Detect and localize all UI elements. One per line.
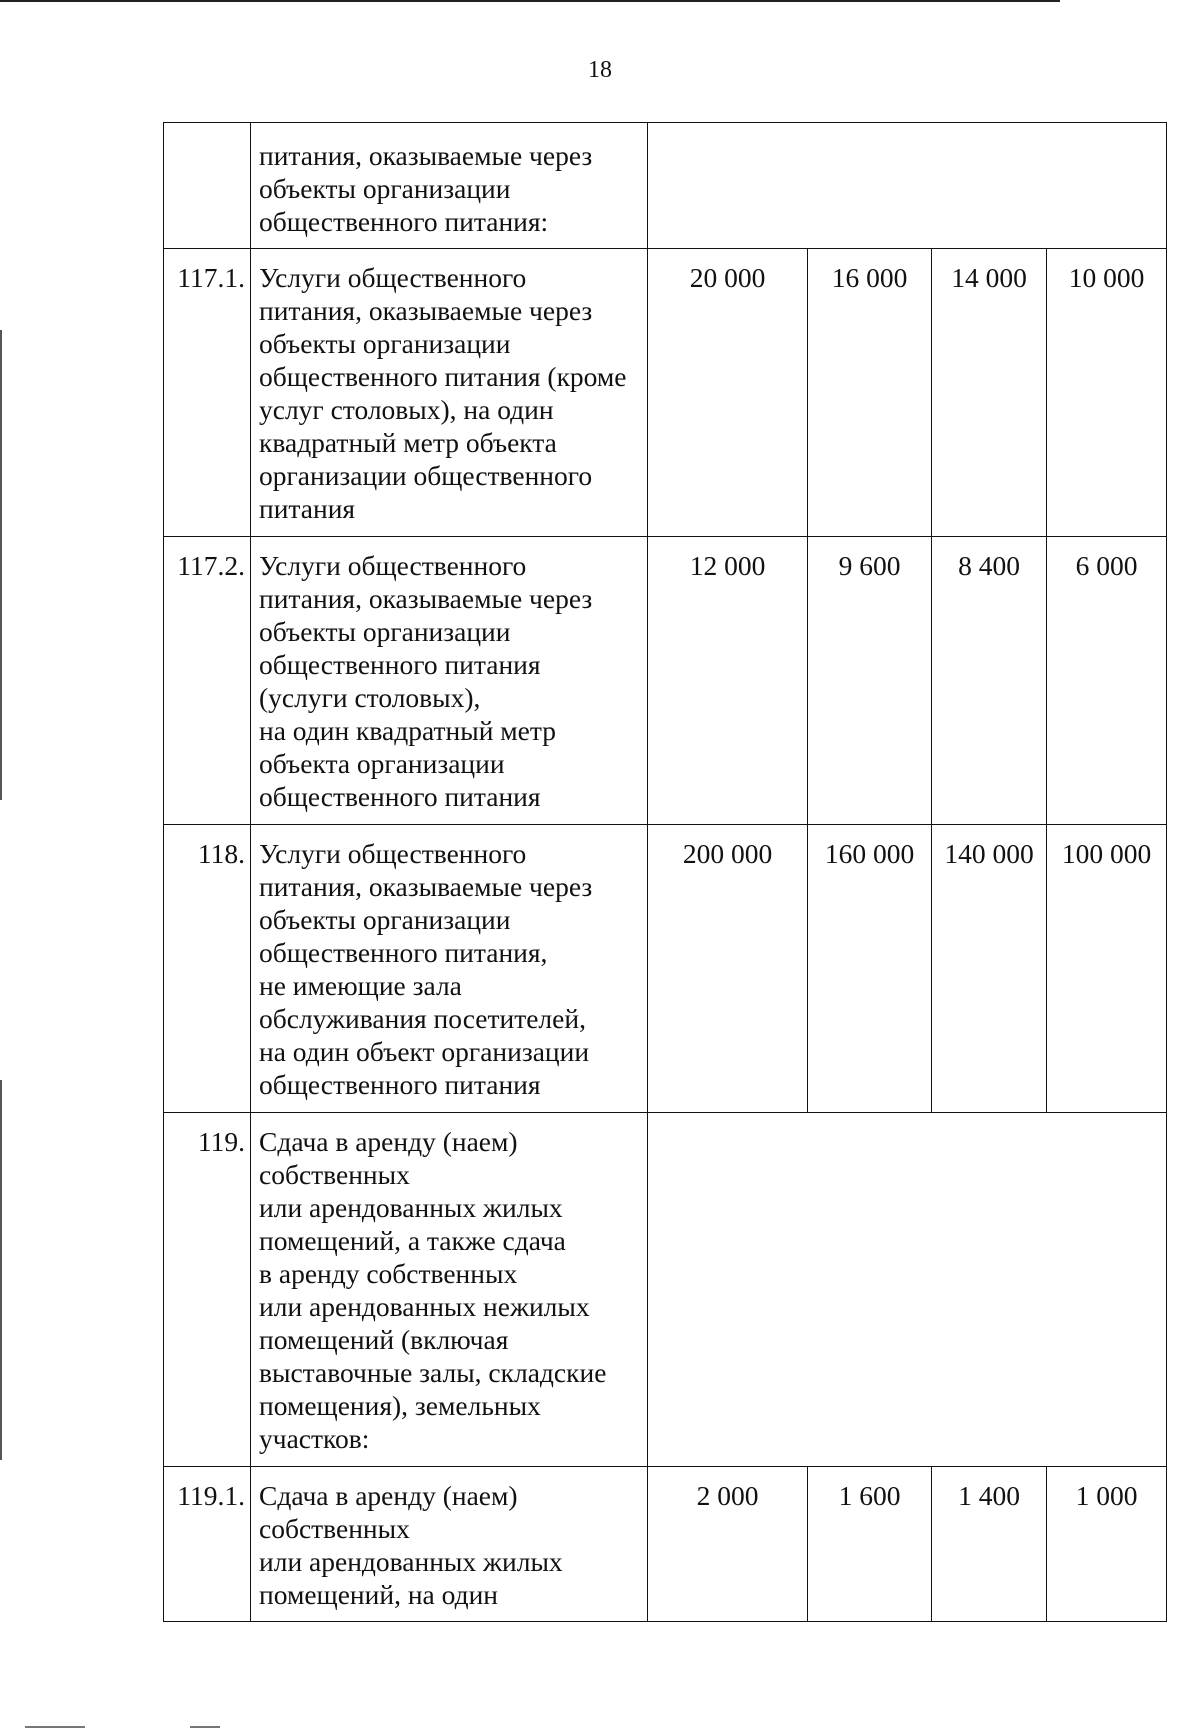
table-row (164, 1467, 1167, 1622)
value-cell: 160 000 (808, 825, 932, 1113)
value-cell: 6 000 (1047, 537, 1167, 825)
value-cell: 1 600 (808, 1467, 932, 1622)
value-cell: 12 000 (648, 537, 808, 825)
value-cell: 14 000 (932, 249, 1047, 537)
page-number: 18 (588, 57, 612, 83)
left-margin-mark (0, 1080, 2, 1460)
row-description-cell: Услуги общественного питания, оказываемые через объекты организации общественного питания (кроме услуг столовых), на один квадратный метр объекта организации общественного питания (251, 249, 648, 537)
table-row (164, 1113, 1167, 1467)
value-cell: 200 000 (648, 825, 808, 1113)
table-row (164, 249, 1167, 537)
row-number-cell: 119.1. (164, 1467, 251, 1622)
value-cell: 20 000 (648, 249, 808, 537)
row-number-cell: 118. (164, 825, 251, 1113)
table-row (164, 537, 1167, 825)
value-cell: 8 400 (932, 537, 1047, 825)
value-cell: 140 000 (932, 825, 1047, 1113)
value-cell: 1 000 (1047, 1467, 1167, 1622)
value-cell: 2 000 (648, 1467, 808, 1622)
value-cell: 1 400 (932, 1467, 1047, 1622)
merged-value-cell (648, 123, 1167, 249)
left-margin-mark (0, 330, 2, 800)
row-description-cell: питания, оказываемые через объекты организации общественного питания: (251, 123, 648, 249)
table-row (164, 825, 1167, 1113)
merged-value-cell (648, 1113, 1167, 1467)
tariff-table (163, 122, 1167, 1622)
row-description-cell: Услуги общественного питания, оказываемые через объекты организации общественного питания (услуги столовых), на один квадратный метр объекта организации общественного питания (251, 537, 648, 825)
table-row (164, 123, 1167, 249)
row-description-cell: Сдача в аренду (наем) собственных или арендованных жилых помещений, а также сдача в аренду собственных или арендованных нежилых помещений (включая выставочные залы, складские помещения), земельных участков: (251, 1113, 648, 1467)
value-cell: 16 000 (808, 249, 932, 537)
value-cell: 10 000 (1047, 249, 1167, 537)
row-number-cell: 117.2. (164, 537, 251, 825)
row-description-cell: Сдача в аренду (наем) собственных или арендованных жилых помещений, на один (251, 1467, 648, 1622)
row-description-cell: Услуги общественного питания, оказываемые через объекты организации общественного питания, не имеющие зала обслуживания посетителей, на один объект организации общественного питания (251, 825, 648, 1113)
top-scan-rule (0, 0, 1060, 2)
row-number-cell (164, 123, 251, 249)
row-number-cell: 119. (164, 1113, 251, 1467)
value-cell: 9 600 (808, 537, 932, 825)
value-cell: 100 000 (1047, 825, 1167, 1113)
row-number-cell: 117.1. (164, 249, 251, 537)
